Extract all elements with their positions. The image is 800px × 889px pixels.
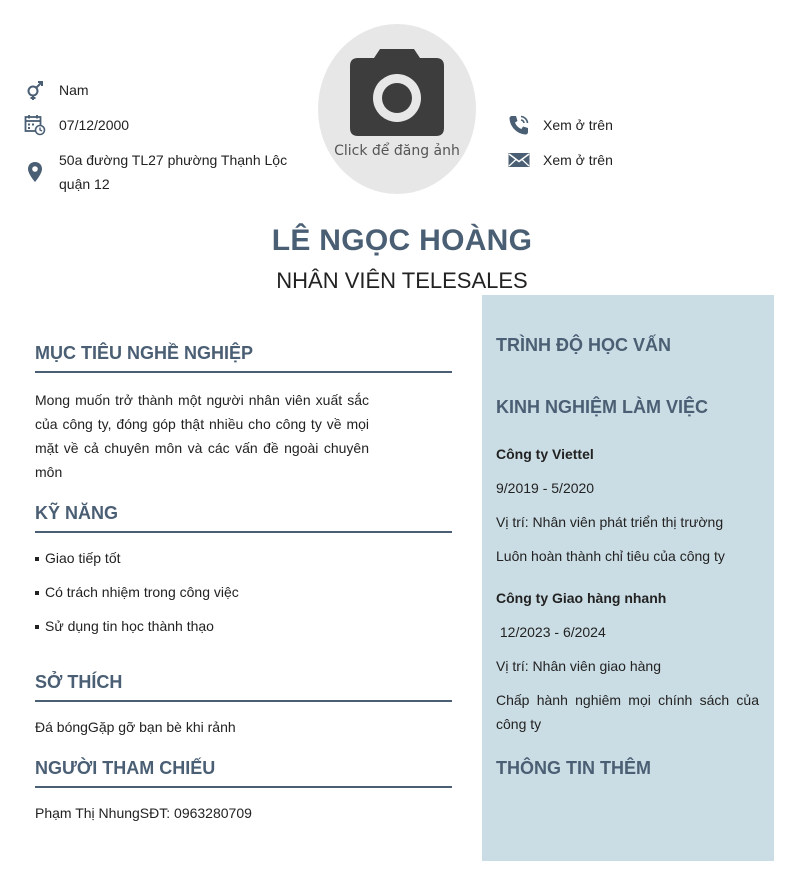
phone-value: Xem ở trên [543, 117, 613, 133]
bullet [35, 557, 39, 561]
references-heading: NGƯỜI THAM CHIẾU [35, 758, 452, 788]
skills-heading: KỸ NĂNG [35, 503, 452, 533]
skill-item: Giao tiếp tốt [35, 548, 121, 568]
job-period: 12/2023 - 6/2024 [496, 624, 606, 640]
address-value: 50a đường TL27 phường Thạnh Lộc quận 12 [59, 152, 288, 192]
dob-row [24, 113, 129, 137]
candidate-name: LÊ NGỌC HOÀNG [271, 224, 533, 257]
avatar-caption: Click để đăng ảnh [334, 143, 460, 159]
hobbies-text: Đá bóngGặp gỡ bạn bè khi rảnh [35, 719, 236, 735]
job-period: 9/2019 - 5/2020 [496, 480, 595, 496]
email-value: Xem ở trên [543, 152, 613, 168]
dob-value: 07/12/2000 [59, 117, 130, 133]
skill-item: Sử dụng tin học thành thạo [35, 616, 214, 636]
objective-text: Mong muốn trở thành một người nhân viên xuất sắc của công ty, đóng góp thật nhiều cho công ty về mọi mặt về cả chuyên môn và các vấn đề ngoài chuyên môn [35, 392, 369, 480]
extra-info-heading: THÔNG TIN THÊM [496, 758, 651, 778]
calendar-icon [24, 113, 46, 137]
experience-heading: KINH NGHIỆM LÀM VIỆC [496, 397, 709, 417]
job-company: Công ty Giao hàng nhanh [496, 590, 667, 606]
job-title: NHÂN VIÊN TELESALES [276, 268, 528, 293]
phone-row [508, 113, 613, 137]
phone-icon [508, 113, 530, 137]
job-role: Vị trí: Nhân viên giao hàng [496, 658, 661, 674]
gender-row [24, 78, 89, 102]
gender-icon [24, 78, 46, 102]
bullet [35, 625, 39, 629]
address-row [24, 148, 304, 196]
job-company: Công ty Viettel [496, 446, 594, 462]
job-role: Vị trí: Nhân viên phát triển thị trường [496, 514, 724, 530]
job-desc: Luôn hoàn thành chỉ tiêu của công ty [496, 548, 725, 564]
location-icon [24, 148, 46, 196]
email-icon [508, 148, 530, 172]
job-desc: Chấp hành nghiêm mọi chính sách của công ty [496, 692, 759, 732]
camera-icon [350, 48, 444, 138]
skill-item: Có trách nhiệm trong công việc [35, 582, 239, 602]
references-text: Phạm Thị NhungSĐT: 0963280709 [35, 805, 252, 821]
objective-heading: MỤC TIÊU NGHỀ NGHIỆP [35, 343, 452, 373]
education-heading: TRÌNH ĐỘ HỌC VẤN [496, 335, 671, 355]
hobbies-heading: SỞ THÍCH [35, 672, 452, 702]
bullet [35, 591, 39, 595]
email-row [508, 148, 613, 172]
avatar-upload[interactable] [318, 24, 476, 194]
gender-value: Nam [59, 82, 89, 98]
